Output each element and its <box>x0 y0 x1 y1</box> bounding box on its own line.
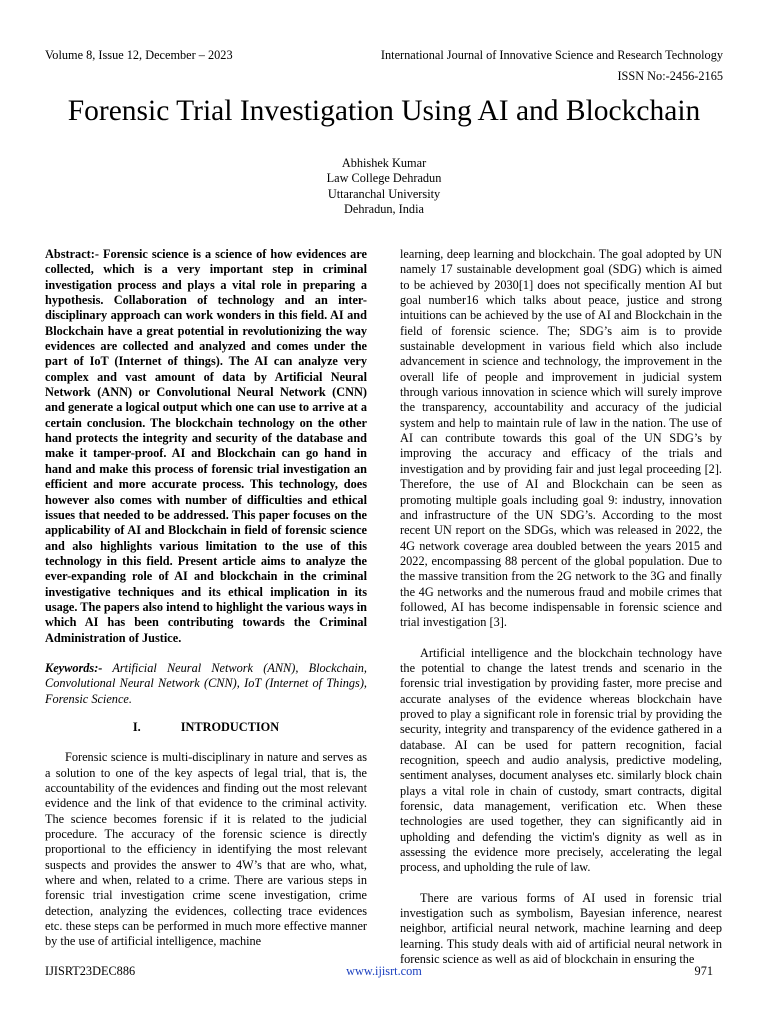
intro-paragraph-2: Artificial intelligence and the blockchain technology have the potential to change the latest trends and scenario in the forensic trial investigation by providing faster, more precise and accurate analyses of the evidence whereas blockchain have proved to play a significant role in forensic trial by providing the security, integrity and transparency of the evidence gathered in a database. AI can be used for pattern recognition, facial recognition, speech and audio analysis, predictive modeling, sentiment analyses, document analyses etc. similarly block chain plays a vital role in chain of custody, smart contracts, digital forensic, data management, verification etc. When these technologies are used together, they can significantly aid in upholding and defending the victim's dignity as well as in assessing the evidence more precisely, accelerating the legal process, and upholding the rule of law. <box>400 645 722 875</box>
intro-paragraph-1-continued: learning, deep learning and blockchain. The goal adopted by UN namely 17 sustainable development goal (SDG) which is aimed to be achieved by 2030[1] does not specifically mention AI but goal number16 which talks about peace, justice and strong intuitions can be achieved by the use of AI and Blockchain in the field of forensic science. The; SDG’s aim is to provide sustainable development in various field which also include advancement in science and technology, the improvement in the overall life of people and improvement in judicial system through various innovation in science which will surely improve the transparency, accountability and accuracy of the judicial system and help to maintain rule of law in the nation. The use of AI can contribute towards this goal of the UN SDG’s by improving the accuracy and efficacy of the trials and investigation and by providing fair and just legal proceeding [2]. Therefore, the use of AI and Blockchain can be seen as promoting multiple goals including goal 9: industry, innovation and infrastructure of the UN SDG’s. According to the most recent UN report on the SDGs, which was released in 2022, the 4G network coverage area doubled between the years 2015 and 2022, encompassing 88 percent of the global population. Due to the massive transition from the 2G network to the 3G and finally the 4G networks and the numerous fraud and mobile crimes that followed, AI has become indispensable in forensic science and trial investigation [3]. <box>400 247 722 630</box>
footer-page-number: 971 <box>694 964 713 978</box>
keywords <box>45 661 367 707</box>
left-column <box>45 247 367 950</box>
section-heading <box>45 720 367 735</box>
section-number: I. <box>132 719 141 734</box>
intro-paragraph-3: There are various forms of AI used in forensic trial investigation such as symbolism, Bayesian inference, nearest neighbor, artificial neural network, machine learning and deep learning. This study deals with aid of artificial neural network in forensic science as well as aid of blockchain in ensuring the <box>400 890 722 967</box>
author-name: Abhishek Kumar <box>341 156 427 170</box>
abstract <box>45 247 367 646</box>
paper-title: Forensic Trial Investigation Using AI and Blockchain <box>67 95 701 127</box>
intro-paragraph-1: Forensic science is multi-disciplinary in nature and serves as a solution to one of the key aspects of legal trial, that is, the accountability of the evidences and finding out the most relevant evidence and the link of that evidence to the criminal activity. The science becomes forensic if it is related to the judicial procedure. The accuracy of the forensic science is directly proportional to the efficiency in identifying the most relevant suspects and provides the answer to 4W’s that are who, what, where and when, related to a crime. There are various steps in forensic trial investigation crime scene investigation, crime detection, analyzing the evidences, collecting trace evidences etc. these steps can be performed in much more effective manner by the use of artificial intelligence, machine <box>45 750 367 949</box>
section-title: INTRODUCTION <box>180 719 280 734</box>
abstract-label: Abstract <box>45 247 91 261</box>
author-city: Dehradun, India <box>344 202 424 217</box>
journal-volume: Volume 8, Issue 12, December – 2023 <box>45 48 233 62</box>
author-department: Law College Dehradun <box>326 171 442 186</box>
footer-website-link[interactable]: www.ijisrt.com <box>346 964 422 978</box>
journal-issn: ISSN No:-2456-2165 <box>617 69 723 83</box>
author-block <box>0 156 768 218</box>
footer-paper-code: IJISRT23DEC886 <box>45 964 136 978</box>
keywords-text: Artificial Neural Network (ANN), Blockchain, Convolutional Neural Network (CNN), IoT (Internet of Things), Forensic Science. <box>45 660 367 706</box>
right-column <box>400 247 722 967</box>
journal-name: International Journal of Innovative Science and Research Technology <box>380 48 723 62</box>
keywords-label: Keywords:- <box>45 660 103 675</box>
author-university: Uttaranchal University <box>327 186 441 201</box>
abstract-text: :- Forensic science is a science of how evidences are collected, which is a very important step in criminal investigation process and plays a vital role in preparing a hypothesis. Collaboration of technology and an inter-disciplinary approach can work wonders in this field. AI and Blockchain have a great potential in revolutionizing the way evidences are collected and analyzed and comes under the part of IoT (Internet of things). The AI can analyze very complex and vast amount of data by Artificial Neural Network (ANN) or Convolutional Neural Network (CNN) and generate a logical output which one can use to arrive at a certain conclusion. The blockchain technology on the other hand protects the integrity and security of the database and make it tamper-proof. AI and Blockchain can go hand in hand and make this process of forensic trial investigation an efficient and more accurate process. This technology, does however also comes with number of difficulties and ethical issues that needed to be addressed. This paper focuses on the applicability of AI and Blockchain in field of forensic science and also highlights various limitation to the use of this technology in this field. Present article aims to analyze the ever-expanding role of AI and blockchain in the criminal investigative techniques and its ethical implication in its usage. The papers also intend to highlight the various ways in which AI has been contributing towards the Criminal Administration of Justice. <box>45 247 367 645</box>
